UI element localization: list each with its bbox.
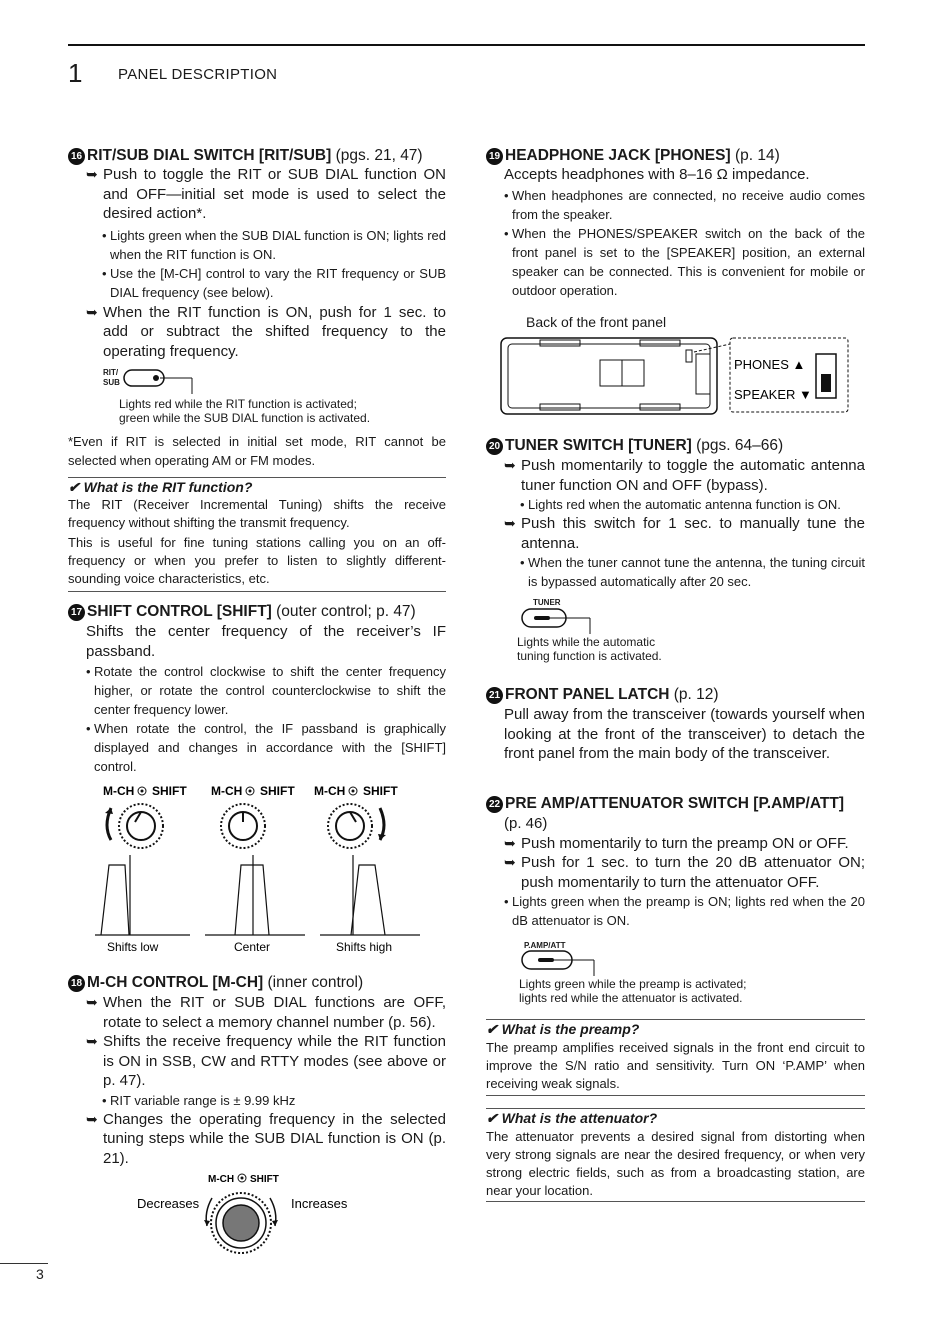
bullet-item: • When headphones are connected, no receive audio comes from the speaker. [504,186,865,224]
instruction-item [86,303,446,362]
section-22-heading [486,795,844,813]
front-panel-figure-title: Back of the front panel [526,314,667,330]
box-top-rule [68,477,446,478]
section-ref: (p. 14) [730,147,780,164]
caption-shifts-low: Shifts low [107,940,159,954]
box-bottom-rule [486,1201,865,1202]
tuner-button-figure [518,606,598,636]
section-ref: (outer control; p. 47) [271,603,416,620]
bullet-item: • When the PHONES/SPEAKER switch on the back of the front panel is set to the [SPEAKER] position, an external speaker can be connected. This is convenient for mobile or outdoor operation. [504,224,865,300]
instruction-text: Shifts the receive frequency while the RIT function is ON in SSB, CW and RTTY modes (see above or p. 47). [103,1033,446,1089]
tuner-label: TUNER [533,598,561,607]
section-19-heading [486,147,780,165]
section-20-body [504,456,865,591]
instruction-item [86,1032,446,1091]
rit-sub-label: RIT/ SUB [103,368,120,387]
section-ref: (pgs. 64–66) [691,437,784,454]
mch-label: M-CH [103,784,135,798]
passband-plots [95,855,420,935]
knob-low [103,784,187,848]
section-number-badge: 18 [68,975,85,992]
instruction-text: When the RIT function is ON, push for 1 sec. to add or subtract the shifted frequency to the operating frequency. [103,303,446,360]
footnote: *Even if RIT is selected in initial set mode, RIT cannot be selected when operating AM or FM modes. [68,434,446,468]
section-title: RIT/SUB DIAL SWITCH [RIT/SUB] [87,147,332,164]
section-number-badge: 16 [68,148,85,165]
instruction-text: Push to toggle the RIT or SUB DIAL function ON and OFF—initial set mode is used to select the desired action*. [103,166,446,222]
section-title: HEADPHONE JACK [PHONES] [505,147,731,164]
knob-center [211,784,295,848]
arrow-icon: ➥ [504,854,516,870]
section-title: M-CH CONTROL [M-CH] [87,974,264,991]
section-text: Accepts headphones with 8–16 Ω impedance. [504,166,810,183]
arrow-icon: ➥ [86,994,98,1010]
attenuator-box-body: The attenuator prevents a desired signal from distorting when very strong signals are near the desired frequency, or when very strong electric fields, such as from a broadcasting station, are near your location. [486,1129,865,1198]
bullet-item: • Lights green when the preamp is ON; lights red when the 20 dB attenuator is ON. [504,892,865,930]
rit-box-title: ✔ What is the RIT function? [68,479,253,495]
instruction-item [504,514,865,553]
caption-center: Center [234,940,271,954]
section-16-body [86,165,446,361]
section-number-badge: 20 [486,438,503,455]
preamp-box-body: The preamp amplifies received signals in the front end circuit to improve the S/N ratio and sensitivity. Turn ON ‘P.AMP’ when receiving weak signals. [486,1040,865,1091]
chapter-number: 1 [68,58,83,88]
bullet-item: • Use the [M-CH] control to vary the RIT frequency or SUB DIAL frequency (see below). [102,264,446,302]
section-title: SHIFT CONTROL [SHIFT] [87,603,272,620]
preamp-box-title: ✔ What is the preamp? [486,1021,640,1037]
section-title: TUNER SWITCH [TUNER] [505,437,692,454]
knob-high [314,784,398,848]
instruction-item [86,993,446,1032]
mch-label: M-CH [211,784,243,798]
rit-sub-caption: Lights red while the RIT function is activated; green while the SUB DIAL function is activated. [119,397,371,425]
page-number-rule [0,1263,48,1264]
instruction-text: Push momentarily to turn the preamp ON or OFF. [521,834,849,852]
instruction-text: Push momentarily to toggle the automatic antenna tuner function ON and OFF (bypass). [521,457,865,494]
section-17-body [86,622,446,776]
caption-shifts-high: Shifts high [336,940,393,954]
rit-sub-button-figure [120,366,200,396]
bullet-item: • Lights green when the SUB DIAL function is ON; lights red when the RIT function is ON. [102,226,446,264]
phones-label: PHONES ▲ [734,357,806,372]
instruction-text: Push for 1 sec. to turn the 20 dB attenuator ON; push momentarily to turn the attenuator OFF. [521,854,865,891]
mch-label: M-CH [314,784,346,798]
instruction-item [504,834,865,854]
pamp-att-button-figure [518,949,608,979]
page-number: 3 [36,1266,44,1282]
section-ref: (p. 46) [504,815,548,832]
mch-dial-figure [130,1168,360,1258]
mch-label: M-CH [208,1174,235,1185]
bullet-item: • Lights red when the automatic antenna function is ON. [520,495,865,514]
box-top-rule [486,1108,865,1109]
instruction-item [504,853,865,892]
shift-label: SHIFT [250,1174,279,1185]
arrow-icon: ➥ [504,834,516,851]
arrow-icon: ➥ [504,457,516,473]
front-panel-back-figure [500,334,852,416]
section-text: Shifts the center frequency of the receiver’s IF passband. [86,623,446,660]
rit-box-paragraph: The RIT (Receiver Incremental Tuning) shifts the receive frequency without shifting the transmit frequency. [68,497,446,530]
bullet-item: • When rotate the control, the IF passband is graphically displayed and changes in accordance with the [SHIFT] control. [86,719,446,776]
bullet-item: • When the tuner cannot tune the antenna, the tuning circuit is bypassed automatically after 20 sec. [520,553,865,591]
top-rule [68,44,865,46]
arrow-icon: ➥ [504,515,516,531]
speaker-label: SPEAKER ▼ [734,387,812,402]
attenuator-box-title: ✔ What is the attenuator? [486,1110,658,1126]
tuner-caption: Lights while the automatic tuning function is activated. [517,635,662,663]
rit-box-paragraph: This is useful for fine tuning stations calling you on an off-frequency or when you prefer to listen to slightly different-sounding voice characteristics, etc. [68,535,446,586]
arrow-icon: ➥ [86,303,98,320]
decreases-label: Decreases [137,1196,200,1211]
section-18-heading [68,974,363,992]
shift-label: SHIFT [363,784,398,798]
arrow-icon: ➥ [86,166,98,182]
instruction-item [504,456,865,495]
section-ref: (inner control) [263,974,364,991]
section-ref: (p. 12) [669,686,719,703]
box-bottom-rule [68,591,446,592]
section-17-heading [68,603,416,621]
section-number-badge: 21 [486,687,503,704]
section-title: PRE AMP/ATTENUATOR SWITCH [P.AMP/ATT] [505,795,844,812]
section-21-body: Pull away from the transceiver (towards yourself when looking at the front of the transceiver) to detach the front panel from the main body of the transceiver. [504,706,865,762]
bullet-item: • Rotate the control clockwise to shift the center frequency higher, or rotate the control counterclockwise to shift the center frequency lower. [86,662,446,719]
section-number-badge: 17 [68,604,85,621]
pamp-att-label: P.AMP/ATT [524,941,566,950]
arrow-icon: ➥ [86,1110,98,1127]
rit-box-body [68,496,446,588]
section-18-body [86,993,446,1168]
instruction-item [86,165,446,224]
instruction-text: Push this switch for 1 sec. to manually tune the antenna. [521,515,865,552]
bullet-item: • RIT variable range is ± 9.99 kHz [102,1091,446,1110]
increases-label: Increases [291,1196,348,1211]
section-title: FRONT PANEL LATCH [505,686,670,703]
box-bottom-rule [486,1095,865,1096]
instruction-text: Changes the operating frequency in the selected tuning steps while the SUB DIAL function is ON (p. 21). [103,1110,446,1167]
section-19-body [504,165,865,300]
chapter-title: PANEL DESCRIPTION [118,66,278,83]
section-21-heading [486,686,719,704]
instruction-item [86,1110,446,1169]
section-16-heading [68,147,423,165]
arrow-icon: ➥ [86,1033,98,1049]
pamp-att-caption: Lights green while the preamp is activated; lights red while the attenuator is activated. [519,977,747,1005]
shift-label: SHIFT [260,784,295,798]
instruction-text: When the RIT or SUB DIAL functions are OFF, rotate to select a memory channel number (p. 56). [103,994,446,1031]
section-20-heading [486,437,783,455]
shift-label: SHIFT [152,784,187,798]
section-number-badge: 19 [486,148,503,165]
section-22-body [504,814,865,930]
shift-passband-figure [95,780,435,960]
section-ref: (pgs. 21, 47) [331,147,423,164]
section-number-badge: 22 [486,796,503,813]
box-top-rule [486,1019,865,1020]
